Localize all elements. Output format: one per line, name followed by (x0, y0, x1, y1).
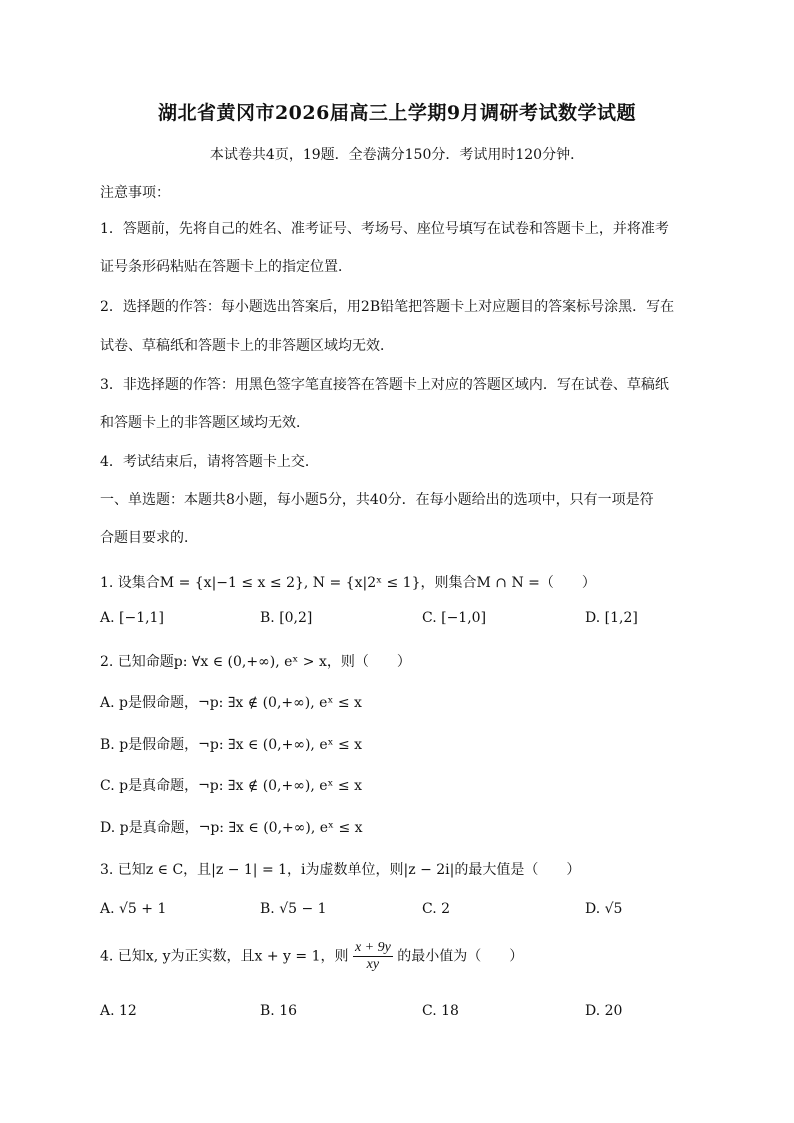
notice-line: 证号条形码粘贴在答题卡上的指定位置． (100, 259, 352, 275)
notice-line: 和答题卡上的非答题区域均无效． (100, 415, 310, 431)
question-2-option-a: A. p是假命题，¬p: ∃x ∉ (0,+∞), eˣ ≤ x (100, 695, 362, 711)
fraction-numerator: x + 9y (354, 940, 391, 955)
option-c: C. [−1,0] (422, 610, 487, 626)
question-4-stem-after: 的最小值为（ ） (397, 948, 524, 965)
option-a: A. 12 (100, 1003, 137, 1019)
option-d: D. √5 (585, 901, 623, 917)
question-2-option-b: B. p是假命题，¬p: ∃x ∈ (0,+∞), eˣ ≤ x (100, 737, 363, 753)
notice-line: 试卷、草稿纸和答题卡上的非答题区域均无效． (100, 338, 394, 354)
notice-line: 3．非选择题的作答：用黑色签字笔直接答在答题卡上对应的答题区域内．写在试卷、草稿纸 (100, 377, 669, 393)
option-d: D. 20 (585, 1003, 623, 1019)
section-heading: 一、单选题：本题共8小题，每小题5分，共40分．在每小题给出的选项中，只有一项是符 (100, 492, 654, 508)
notice-line: 1．答题前，先将自己的姓名、准考证号、考场号、座位号填写在试卷和答题卡上，并将准考 (100, 221, 669, 237)
question-4-stem-before: 4. 已知x, y为正实数，且x + y = 1，则 (100, 948, 349, 965)
page-title: 湖北省黄冈市2026届高三上学期9月调研考试数学试题 (157, 102, 637, 124)
option-b: B. √5 − 1 (260, 901, 327, 917)
notice-heading: 注意事项： (100, 185, 170, 201)
option-c: C. 18 (422, 1003, 459, 1019)
question-2-stem: 2. 已知命题p: ∀x ∈ (0,+∞), eˣ > x，则（ ） (100, 654, 411, 670)
option-b: B. 16 (260, 1003, 298, 1019)
option-b: B. [0,2] (260, 610, 313, 626)
question-4-stem (100, 940, 700, 973)
question-3-stem: 3. 已知z ∈ C，且|z − 1| = 1，i为虚数单位，则|z − 2i|的最大值是（ ） (100, 862, 581, 878)
fraction (353, 940, 393, 973)
exam-info: 本试卷共4页，19题．全卷满分150分．考试用时120分钟． (209, 147, 585, 163)
option-d: D. [1,2] (585, 610, 638, 626)
notice-line: 4．考试结束后，请将答题卡上交． (100, 454, 319, 470)
notice-line: 2．选择题的作答：每小题选出答案后，用2B铅笔把答题卡上对应题目的答案标号涂黑．写在 (100, 299, 675, 315)
option-c: C. 2 (422, 901, 451, 917)
question-2-option-d: D. p是真命题，¬p: ∃x ∈ (0,+∞), eˣ ≤ x (100, 820, 363, 836)
section-heading-cont: 合题目要求的． (100, 530, 198, 546)
question-2-option-c: C. p是真命题，¬p: ∃x ∉ (0,+∞), eˣ ≤ x (100, 778, 363, 794)
fraction-denominator: xy (366, 957, 380, 972)
option-a: A. √5 + 1 (100, 901, 167, 917)
question-1-stem: 1. 设集合M = {x|−1 ≤ x ≤ 2}, N = {x|2ˣ ≤ 1}，则集合M ∩ N =（ ） (100, 575, 596, 591)
option-a: A. [−1,1] (100, 610, 164, 626)
